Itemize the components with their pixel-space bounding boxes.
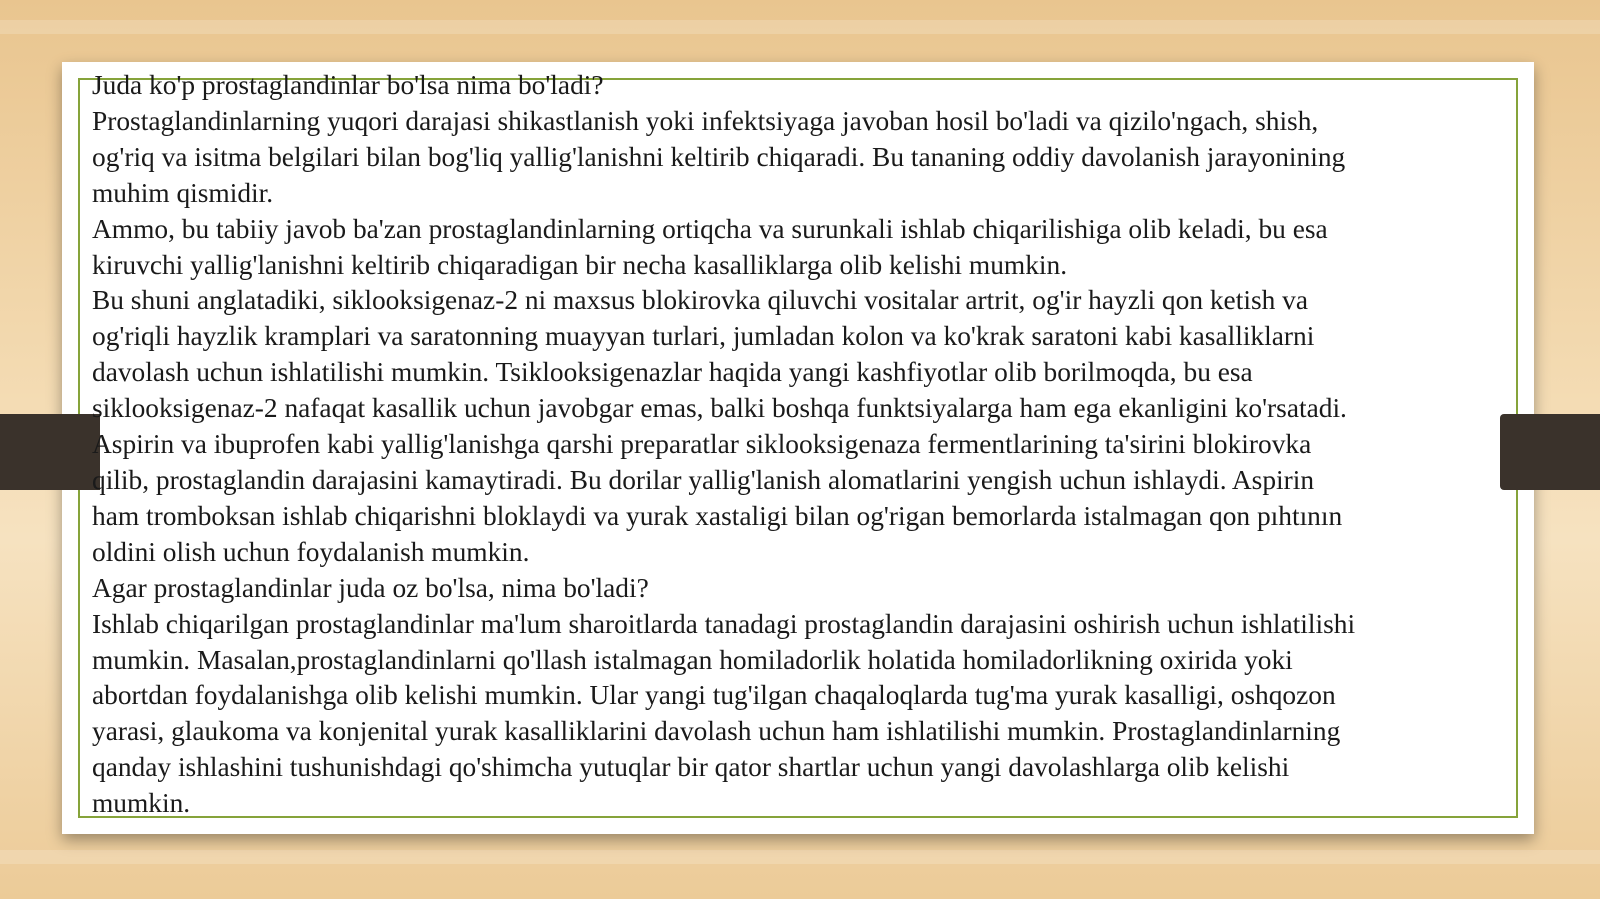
text-line: ham tromboksan ishlab chiqarishni bloklaydi va yurak xastaligi bilan og'rigan bemorlarda istalmagan qon pıhtının	[92, 500, 1343, 531]
slide-body-text	[92, 68, 1512, 822]
text-line: og'riqli hayzlik kramplari va saratonning muayyan turlari, jumladan kolon va ko'krak saratoni kabi kasalliklarni	[92, 321, 1315, 352]
text-line: qanday ishlashini tushunishdagi qo'shimcha yutuqlar bir qator shartlar uchun yangi davolashlarga olib kelishi	[92, 752, 1290, 783]
background-streak	[0, 850, 1600, 864]
text-line: og'riq va isitma belgilari bilan bog'liq yallig'lanishni keltirib chiqaradi. Bu tananing oddiy davolanish jarayonining	[92, 141, 1346, 172]
text-line: oldini olish uchun foydalanish mumkin.	[92, 536, 530, 567]
text-line: qilib, prostaglandin darajasini kamaytiradi. Bu dorilar yallig'lanish alomatlarini yengish uchun ishlaydi. Aspirin	[92, 464, 1315, 495]
text-line: Aspirin va ibuprofen kabi yallig'lanishga qarshi preparatlar siklooksigenaza fermentlarining ta'sirini blokirovka	[92, 429, 1312, 460]
text-line: Ishlab chiqarilgan prostaglandinlar ma'lum sharoitlarda tanadagi prostaglandin darajasini oshirish uchun ishlatilishi	[92, 608, 1356, 639]
background-streak	[0, 20, 1600, 34]
text-line: Prostaglandinlarning yuqori darajasi shikastlanish yoki infektsiyaga javoban hosil bo'ladi va qizilo'ngach, shish,	[92, 105, 1319, 136]
text-line: Ammo, bu tabiiy javob ba'zan prostaglandinlarning ortiqcha va surunkali ishlab chiqarilishiga olib keladi, bu esa	[92, 213, 1328, 244]
text-line: mumkin. Masalan,prostaglandinlarni qo'llash istalmagan homiladorlik holatida homiladorlikning oxirida yoki	[92, 644, 1293, 675]
text-line: siklooksigenaz-2 nafaqat kasallik uchun javobgar emas, balki boshqa funktsiyalarga ham ega ekanligini ko'rsatadi.	[92, 393, 1347, 424]
text-line: mumkin.	[92, 788, 191, 819]
text-line: abortdan foydalanishga olib kelishi mumkin. Ular yangi tug'ilgan chaqaloqlarda tug'ma yurak kasalligi, oshqozon	[92, 680, 1336, 711]
text-line: Bu shuni anglatadiki, siklooksigenaz-2 ni maxsus blokirovka qiluvchi vositalar artrit, og'ir hayzli qon ketish va	[92, 285, 1308, 316]
text-line: yarasi, glaukoma va konjenital yurak kasalliklarini davolash uchun ham ishlatilishi mumkin. Prostaglandinlarning	[92, 716, 1341, 747]
heading-too-few: Agar prostaglandinlar juda oz bo'lsa, nima bo'ladi?	[92, 572, 649, 603]
heading-too-many: Juda ko'p prostaglandinlar bo'lsa nima bo'ladi?	[92, 70, 604, 100]
right-tab-decoration	[1500, 414, 1600, 490]
text-line: kiruvchi yallig'lanishni keltirib chiqaradigan bir necha kasalliklarga olib kelishi mumkin.	[92, 249, 1068, 280]
left-tab-decoration	[0, 414, 100, 490]
text-line: davolash uchun ishlatilishi mumkin. Tsiklooksigenazlar haqida yangi kashfiyotlar olib borilmoqda, bu esa	[92, 357, 1253, 388]
text-line: muhim qismidir.	[92, 177, 274, 208]
